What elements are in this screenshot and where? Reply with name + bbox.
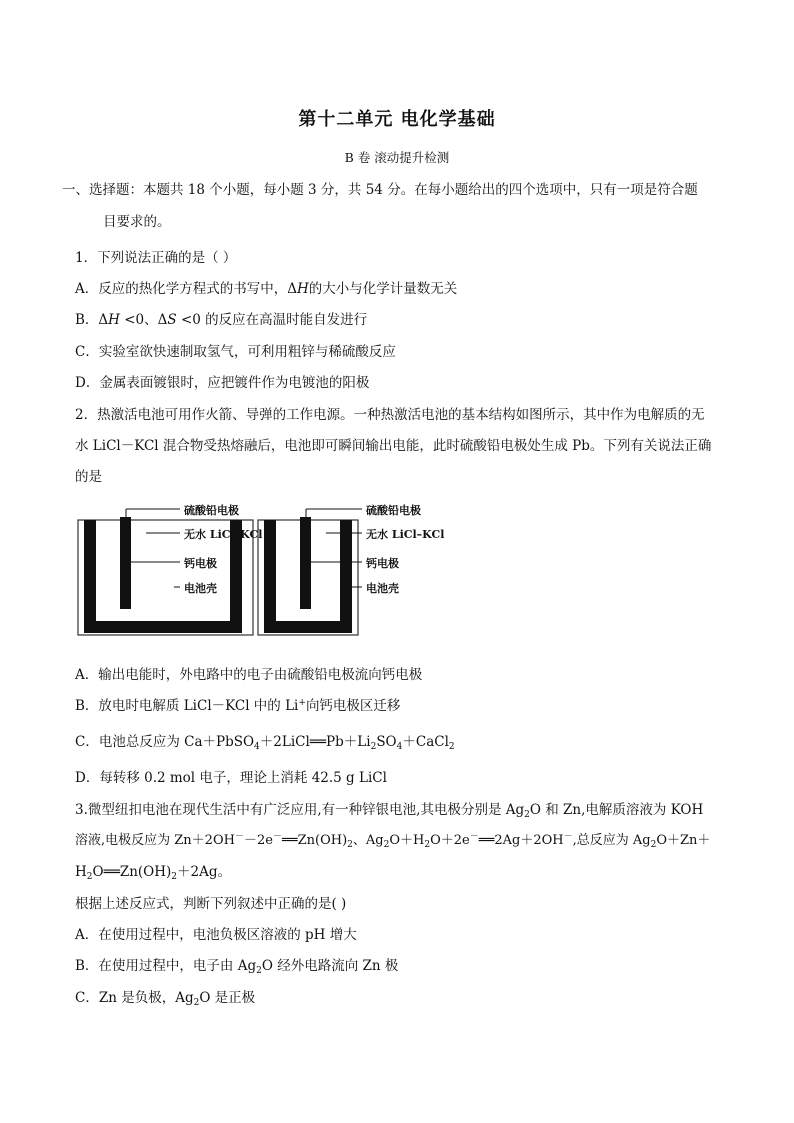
left-label-calcium-electrode: 钙电极 [184, 557, 217, 570]
q3-stem-line2: 溶液,电极反应为 $Zn+2OH^--2e^-══Zn(OH)_2$、$Ag_2O+H_2O+2e^-══2Ag+2OH^-$,总反应为 $Ag_2O+Zn+$ [75, 832, 711, 850]
battery-cell-right [258, 509, 362, 635]
q3-option-a: A．在使用过程中，电池负极区溶液的 pH 增大 [75, 927, 357, 943]
q1-option-c: C．实验室欲快速制取氢气，可利用粗锌与稀硫酸反应 [75, 344, 396, 360]
page-subtitle: B 卷 滚动提升检测 [344, 150, 450, 165]
battery-diagram [0, 495, 500, 655]
right-label-battery-shell: 电池壳 [366, 582, 399, 595]
q3-option-b: B．在使用过程中，电子由 $Ag_2O$ 经外电路流向 Zn 极 [75, 958, 399, 976]
q2-stem-line2: 水 LiCl－KCl 混合物受热熔融后，电池即可瞬间输出电能，此时硫酸铅电极处生成 Pb。下列有关说法正确 [75, 438, 712, 454]
left-label-battery-shell: 电池壳 [184, 582, 217, 595]
q3-stem-line1: 3.微型纽扣电池在现代生活中有广泛应用,有一种锌银电池,其电极分别是 $Ag_2O$ 和 Zn,电解质溶液为 KOH [75, 802, 704, 820]
section-instructions-line1: 一、选择题：本题共 18 个小题，每小题 3 分，共 54 分。在每小题给出的四个选项中，只有一项是符合题 [62, 182, 698, 198]
left-label-electrolyte: 无水 LiCl–KCl [184, 528, 263, 541]
q2-option-c: C．电池总反应为 $Ca+PbSO_4+2LiCl══Pb+Li_2SO_4+CaCl_2$ [75, 734, 455, 752]
q2-option-a: A．输出电能时，外电路中的电子由硫酸铅电极流向钙电极 [75, 667, 423, 683]
q1-option-a: A．反应的热化学方程式的书写中，ΔH的大小与化学计量数无关 [75, 281, 458, 297]
q2-stem-line3: 的是 [75, 469, 102, 485]
q1-option-b: B．ΔH <0、ΔS <0 的反应在高温时能自发进行 [75, 312, 368, 328]
q3-stem-line3: $H_2O══Zn(OH)_2+2Ag$。 [75, 864, 232, 882]
q3-question: 根据上述反应式，判断下列叙述中正确的是( ) [75, 896, 347, 912]
q1-option-d: D．金属表面镀银时，应把镀件作为电镀池的阳极 [75, 375, 370, 391]
q3-option-c: C．Zn 是负极，$Ag_2O$ 是正极 [75, 990, 256, 1008]
right-label-lead-sulfate-electrode: 硫酸铅电极 [366, 504, 421, 517]
q2-option-b: B．放电时电解质 LiCl－KCl 中的 Li+向钙电极区迁移 [75, 698, 401, 714]
section-instructions-line2: 目要求的。 [103, 214, 171, 230]
q2-stem-line1: 2．热激活电池可用作火箭、导弹的工作电源。一种热激活电池的基本结构如图所示，其中作为电解质的无 [75, 407, 705, 423]
right-label-electrolyte: 无水 LiCl–KCl [366, 528, 445, 541]
q1-stem: 1．下列说法正确的是（ ） [75, 250, 237, 266]
q2-option-d: D．每转移 0.2 mol 电子，理论上消耗 42.5 g LiCl [75, 770, 387, 786]
right-label-calcium-electrode: 钙电极 [366, 557, 399, 570]
left-label-lead-sulfate-electrode: 硫酸铅电极 [184, 504, 239, 517]
page-title: 第十二单元 电化学基础 [298, 109, 496, 130]
